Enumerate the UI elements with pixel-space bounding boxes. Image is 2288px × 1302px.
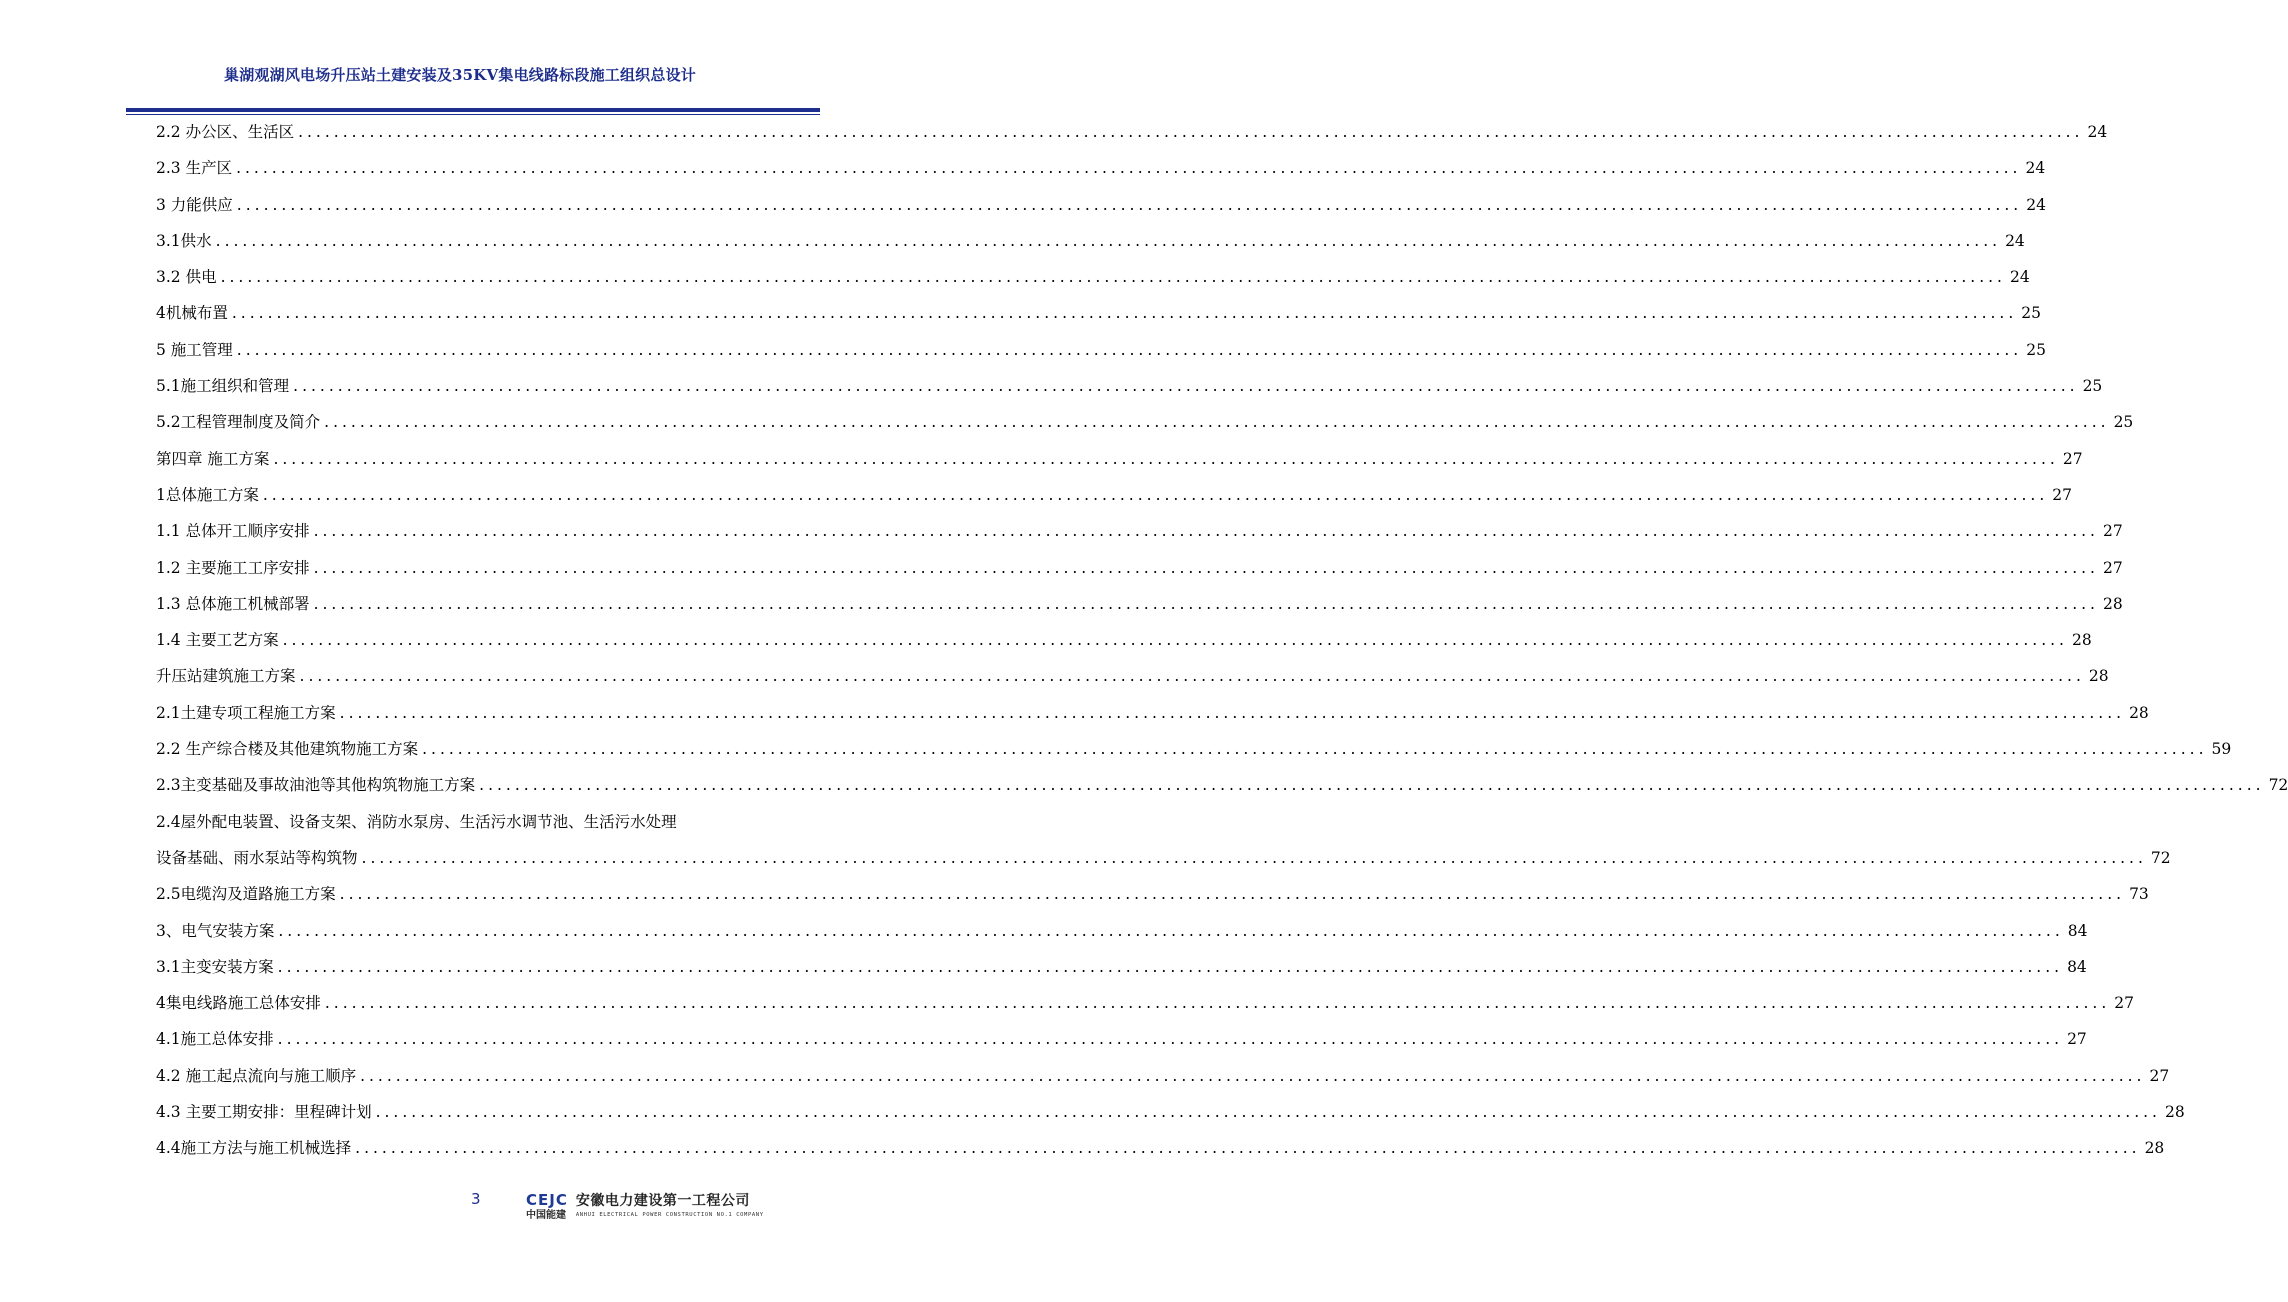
toc-entry[interactable] (156, 985, 2135, 1021)
toc-entry[interactable] (156, 731, 2232, 767)
toc-entry-page: 27 (2067, 1030, 2087, 1049)
toc-entry-label: 1.3 总体施工机械部署 (156, 594, 310, 613)
toc-entry-label: 3.1供水 (156, 231, 212, 250)
cejc-logo-mark (526, 1192, 568, 1222)
toc-entry-label: 4机械布置 (156, 304, 228, 323)
toc-entry-label: 第四章 施工方案 (156, 449, 270, 468)
toc-entry[interactable] (156, 295, 2042, 331)
toc-leader-dots: ........................................................................................................................................................................................................ (313, 522, 2099, 541)
toc-entry-label: 5.2工程管理制度及简介 (156, 413, 321, 432)
toc-entry[interactable] (156, 767, 2288, 803)
toc-entry[interactable] (156, 876, 2149, 912)
toc-entry[interactable] (156, 695, 2149, 731)
toc-entry-label: 3 力能供应 (156, 195, 233, 214)
toc-entry-page: 28 (2129, 703, 2149, 722)
toc-entry[interactable] (156, 259, 2030, 295)
toc-entry[interactable] (156, 114, 2108, 150)
toc-leader-dots: ........................................................................................................................................................................................................ (361, 848, 2147, 867)
toc-entry[interactable] (156, 187, 2046, 223)
toc-leader-dots: ........................................................................................................................................................................................................ (313, 594, 2099, 613)
toc-entry-page: 72 (2268, 776, 2288, 795)
toc-entry-label: 1.2 主要施工工序安排 (156, 558, 310, 577)
toc-leader-dots: ........................................................................................................................................................................................................ (293, 377, 2079, 396)
toc-leader-dots: ........................................................................................................................................................................................................ (313, 558, 2099, 577)
toc-entry-page: 25 (2082, 377, 2103, 396)
toc-entry[interactable] (156, 404, 2134, 440)
toc-entry-label: 4集电线路施工总体安排 (156, 994, 321, 1013)
toc-leader-dots: ........................................................................................................................................................................................................ (236, 195, 2023, 214)
company-name: 安徽电力建设第一工程公司 (575, 1193, 750, 1209)
toc-entry-label: 升压站建筑施工方案 (156, 667, 296, 686)
toc-entry[interactable] (156, 1021, 2087, 1057)
toc-entry-page: 24 (2009, 268, 2030, 287)
toc-entry-label: 1.4 主要工艺方案 (156, 631, 279, 650)
toc-entry-label: 2.3主变基础及事故油池等其他构筑物施工方案 (156, 776, 476, 795)
toc-leader-dots: ........................................................................................................................................................................................................ (360, 1066, 2146, 1085)
toc-leader-dots: ........................................................................................................................................................................................................ (273, 449, 2059, 468)
toc-leader-dots: ........................................................................................................................................................................................................ (278, 921, 2064, 940)
toc-entry-label: 4.4施工方法与施工机械选择 (156, 1139, 352, 1158)
toc-entry[interactable] (156, 586, 2123, 622)
company-name-block (576, 1192, 764, 1220)
cejc-logo-text: CEJC (526, 1191, 568, 1209)
toc-leader-dots: ........................................................................................................................................................................................................ (262, 485, 2049, 504)
toc-leader-dots: ........................................................................................................................................................................................................ (277, 957, 2064, 976)
company-logo (526, 1192, 764, 1222)
toc-leader-dots: ........................................................................................................................................................................................................ (277, 1030, 2064, 1049)
table-of-contents (156, 114, 2288, 1167)
toc-entry-page: 27 (2149, 1066, 2170, 1085)
toc-entry-page: 59 (2211, 740, 2232, 759)
toc-leader-dots: ........................................................................................................................................................................................................ (282, 631, 2068, 650)
toc-entry[interactable] (156, 368, 2103, 404)
toc-leader-dots: ........................................................................................................................................................................................................ (298, 123, 2084, 141)
toc-entry-page: 24 (2025, 159, 2046, 178)
toc-entry-page: 84 (2067, 957, 2087, 976)
toc-entry-label: 2.1土建专项工程施工方案 (156, 703, 336, 722)
toc-entry-label: 3.1主变安装方案 (156, 957, 274, 976)
toc-entry-page: 25 (2113, 413, 2134, 432)
toc-entry-label: 4.1施工总体安排 (156, 1030, 274, 1049)
toc-leader-dots: ........................................................................................................................................................................................................ (479, 776, 2265, 795)
toc-entry-page: 84 (2067, 921, 2088, 940)
toc-leader-dots: ........................................................................................................................................................................................................ (324, 413, 2110, 432)
toc-entry[interactable] (156, 1094, 2185, 1130)
document-header-title: 巢湖观湖风电场升压站土建安装及35KV集电线路标段施工组织总设计 (224, 66, 696, 84)
toc-entry-page: 28 (2164, 1103, 2185, 1122)
toc-entry-page: 27 (2102, 522, 2123, 541)
toc-entry-page: 73 (2129, 885, 2149, 904)
toc-entry-page: 28 (2102, 594, 2123, 613)
toc-leader-dots: ........................................................................................................................................................................................................ (220, 268, 2006, 287)
header-rule-thick (126, 108, 820, 112)
toc-leader-dots: ........................................................................................................................................................................................................ (231, 304, 2018, 323)
company-name-en: ANHUI ELECTRICAL POWER CONSTRUCTION NO.1 COMPANY (575, 1212, 764, 1218)
toc-leader-dots: ........................................................................................................................................................................................................ (299, 667, 2085, 686)
toc-entry-page: 25 (2021, 304, 2042, 323)
toc-entry[interactable] (156, 1130, 2165, 1166)
toc-entry-page: 28 (2088, 667, 2109, 686)
toc-entry-label: 4.2 施工起点流向与施工顺序 (156, 1066, 357, 1085)
toc-entry-label: 4.3 主要工期安排：里程碑计划 (156, 1103, 372, 1122)
toc-entry[interactable] (156, 804, 781, 840)
toc-entry-label: 2.5电缆沟及道路施工方案 (156, 885, 336, 904)
toc-entry[interactable] (156, 223, 2025, 259)
toc-entry[interactable] (156, 550, 2123, 586)
toc-entry-label: 2.2 生产综合楼及其他建筑物施工方案 (156, 740, 419, 759)
toc-entry-label: 1总体施工方案 (156, 485, 259, 504)
toc-leader-dots: ........................................................................................................................................................................................................ (339, 885, 2126, 904)
toc-entry[interactable] (156, 513, 2123, 549)
toc-entry-page: 27 (2102, 558, 2123, 577)
toc-entry-label: 2.3 生产区 (156, 159, 233, 178)
toc-entry-page: 27 (2114, 994, 2135, 1013)
toc-entry-label: 3、电气安装方案 (156, 921, 275, 940)
toc-entry-page: 27 (2052, 485, 2073, 504)
toc-entry[interactable] (156, 949, 2087, 985)
cejc-logo-cn: 中国能建 (526, 1210, 566, 1221)
toc-entry-page: 24 (2005, 231, 2025, 250)
toc-leader-dots: ........................................................................................................................................................................................................ (215, 231, 2002, 250)
toc-entry-page: 27 (2062, 449, 2083, 468)
toc-entry-label: 3.2 供电 (156, 268, 217, 287)
page-number: 3 (471, 1190, 481, 1208)
toc-entry[interactable] (156, 1058, 2170, 1094)
toc-leader-dots: ........................................................................................................................................................................................................ (236, 159, 2022, 178)
toc-entry-label: 设备基础、雨水泵站等构筑物 (156, 848, 358, 867)
toc-entry[interactable] (156, 150, 2046, 186)
toc-leader-dots: ........................................................................................................................................................................................................ (324, 994, 2111, 1013)
toc-entry-page: 28 (2144, 1139, 2165, 1158)
toc-leader-dots: ........................................................................................................................................................................................................ (355, 1139, 2141, 1158)
toc-entry[interactable] (156, 658, 2109, 694)
toc-entry-label: 2.4屋外配电装置、设备支架、消防水泵房、生活污水调节池、生活污水处理 (156, 812, 677, 831)
toc-entry[interactable] (156, 332, 2046, 368)
toc-leader-dots: ........................................................................................................................................................................................................ (339, 703, 2126, 722)
toc-leader-dots: ........................................................................................................................................................................................................ (375, 1103, 2161, 1122)
toc-entry-label: 5.1施工组织和管理 (156, 377, 290, 396)
toc-entry-page: 28 (2071, 631, 2092, 650)
toc-entry[interactable] (156, 913, 2088, 949)
toc-entry-page: 24 (2026, 195, 2046, 214)
toc-entry-label: 2.2 办公区、生活区 (156, 123, 295, 141)
toc-entry-page: 72 (2150, 848, 2171, 867)
toc-entry-page: 25 (2026, 340, 2046, 359)
toc-entry-page: 24 (2087, 123, 2108, 141)
toc-leader-dots: ........................................................................................................................................................................................................ (422, 740, 2208, 759)
toc-entry-label: 5 施工管理 (156, 340, 233, 359)
toc-entry[interactable] (156, 622, 2092, 658)
toc-leader-dots: ........................................................................................................................................................................................................ (236, 340, 2023, 359)
toc-entry[interactable] (156, 441, 2083, 477)
toc-entry[interactable] (156, 477, 2073, 513)
toc-entry-label: 1.1 总体开工顺序安排 (156, 522, 310, 541)
toc-entry[interactable] (156, 840, 2171, 876)
